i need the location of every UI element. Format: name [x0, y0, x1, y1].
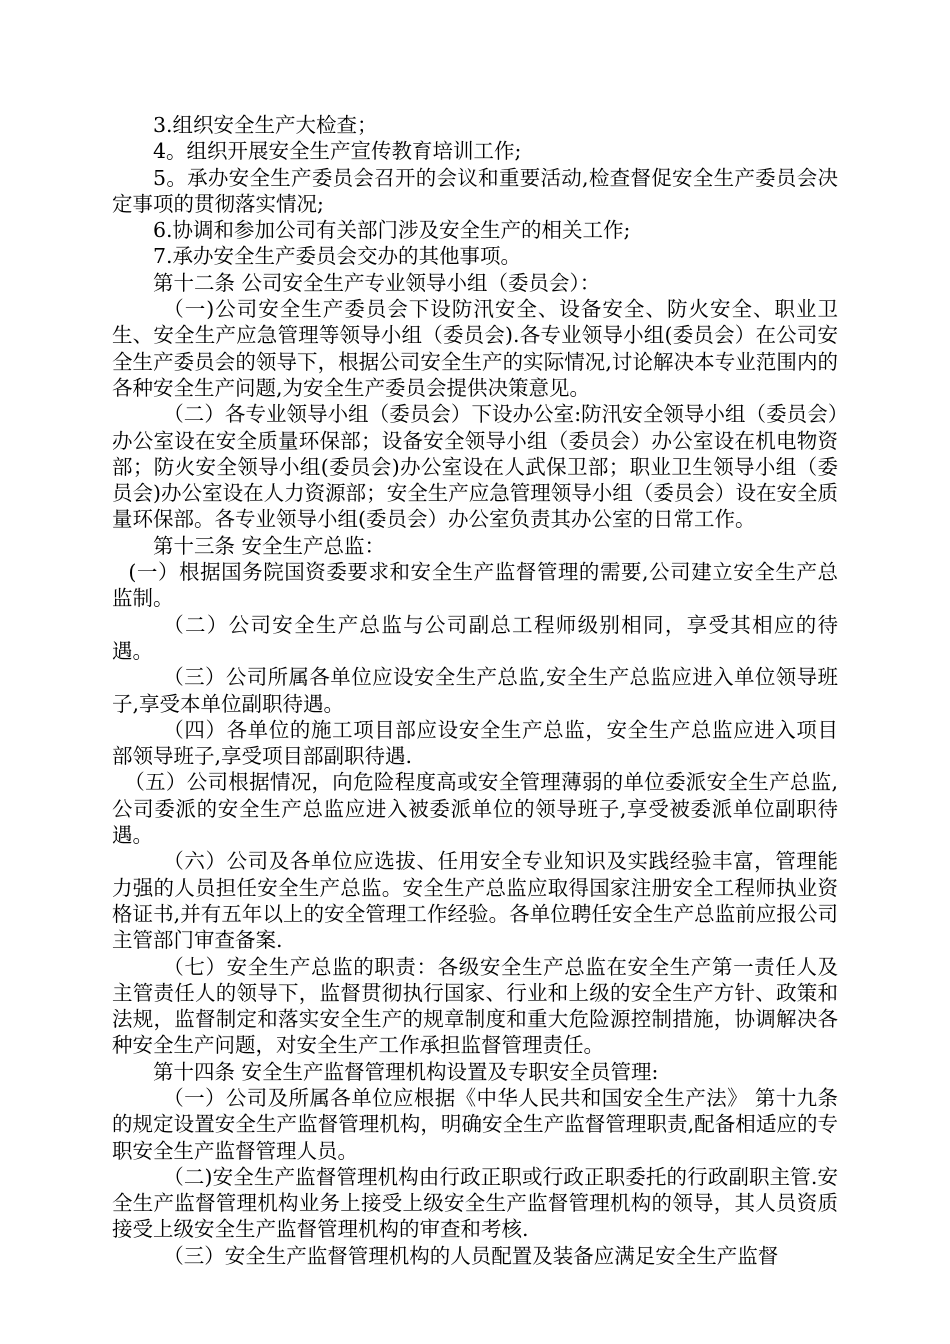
paragraph-item-3: 3.组织安全生产大检查；	[153, 113, 378, 137]
article-14-clause-1: （一）公司及所属各单位应根据《中华人民共和国安全生产法》 第十九条的规定设置安全生产监督管理机构，明确安全生产监督管理职责,配备相适应的专职安全生产监督管理人员。	[112, 1085, 838, 1163]
article-14-heading: 第十四条 安全生产监督管理机构设置及专职安全员管理:	[153, 1059, 659, 1084]
document-page	[112, 112, 838, 1269]
paragraph-item-6: 6.协调和参加公司有关部门涉及安全生产的相关工作;	[153, 218, 631, 243]
article-14-clause-2: （二)安全生产监督管理机构由行政正职或行政正职委托的行政副职主管.安全生产监督管理机构业务上接受上级安全生产监督管理机构的领导，其人员资质接受上级安全生产监督管理机构的审查和考核.	[112, 1164, 838, 1242]
article-13-clause-2: （二）公司安全生产总监与公司副总工程师级别相同，享受其相应的待遇。	[112, 612, 838, 663]
article-13-clause-1: (一）根据国务院国资委要求和安全生产监督管理的需要,公司建立安全生产总监制。	[112, 560, 838, 611]
article-13-clause-4: （四）各单位的施工项目部应设安全生产总监，安全生产总监应进入项目部领导班子,享受项目部副职待遇.	[112, 717, 838, 769]
article-13-clause-7: （七）安全生产总监的职责：各级安全生产总监在安全生产第一责任人及主管责任人的领导下，监督贯彻执行国家、行业和上级的安全生产方针、政策和法规，监督制定和落实安全生产的规章制度和重大危险源控制措施，协调解决各种安全生产问题，对安全生产工作承担监督管理责任。	[112, 954, 838, 1058]
article-14-clause-3: （三）安全生产监督管理机构的人员配置及装备应满足安全生产监督	[163, 1243, 779, 1268]
article-13-clause-3: （三）公司所属各单位应设安全生产总监,安全生产总监应进入单位领导班子,享受本单位副职待遇。	[112, 665, 838, 716]
article-12-heading: 第十二条 公司安全生产专业领导小组（委员会）：	[153, 270, 601, 295]
paragraph-item-5: 5。承办安全生产委员会召开的会议和重要活动,检查督促安全生产委员会决定事项的贯彻落实情况;	[112, 165, 838, 216]
article-12-clause-2: （二）各专业领导小组（委员会）下设办公室:防汛安全领导小组（委员会）办公室设在安全质量环保部；设备安全领导小组（委员会）办公室设在机电物资部；防火安全领导小组(委员会)办公室设在人武保卫部；职业卫生领导小组（委员会)办公室设在人力资源部；安全生产应急管理领导小组（委员会）设在安全质量环保部。各专业领导小组(委员会）办公室负责其办公室的日常工作。	[112, 402, 838, 532]
paragraph-item-7: 7.承办安全生产委员会交办的其他事项。	[153, 244, 522, 269]
article-13-clause-5: （五）公司根据情况，向危险程度高或安全管理薄弱的单位委派安全生产总监,公司委派的安全生产总监应进入被委派单位的领导班子,享受被委派单位副职待遇。	[112, 770, 838, 848]
paragraph-item-4: 4。组织开展安全生产宣传教育培训工作;	[153, 139, 522, 164]
article-13-clause-6: （六）公司及各单位应选拔、任用安全专业知识及实践经验丰富，管理能力强的人员担任安全生产总监。安全生产总监应取得国家注册安全工程师执业资格证书,并有五年以上的安全管理工作经验。各单位聘任安全生产总监前应报公司主管部门审查备案.	[112, 849, 838, 953]
article-13-heading: 第十三条 安全生产总监：	[153, 533, 386, 558]
article-12-clause-1: （一)公司安全生产委员会下设防汛安全、设备安全、防火安全、职业卫生、安全生产应急管理等领导小组（委员会).各专业领导小组(委员会）在公司安全生产委员会的领导下，根据公司安全生产的实际情况,讨论解决本专业范围内的各种安全生产问题,为安全生产委员会提供决策意见。	[112, 297, 838, 400]
